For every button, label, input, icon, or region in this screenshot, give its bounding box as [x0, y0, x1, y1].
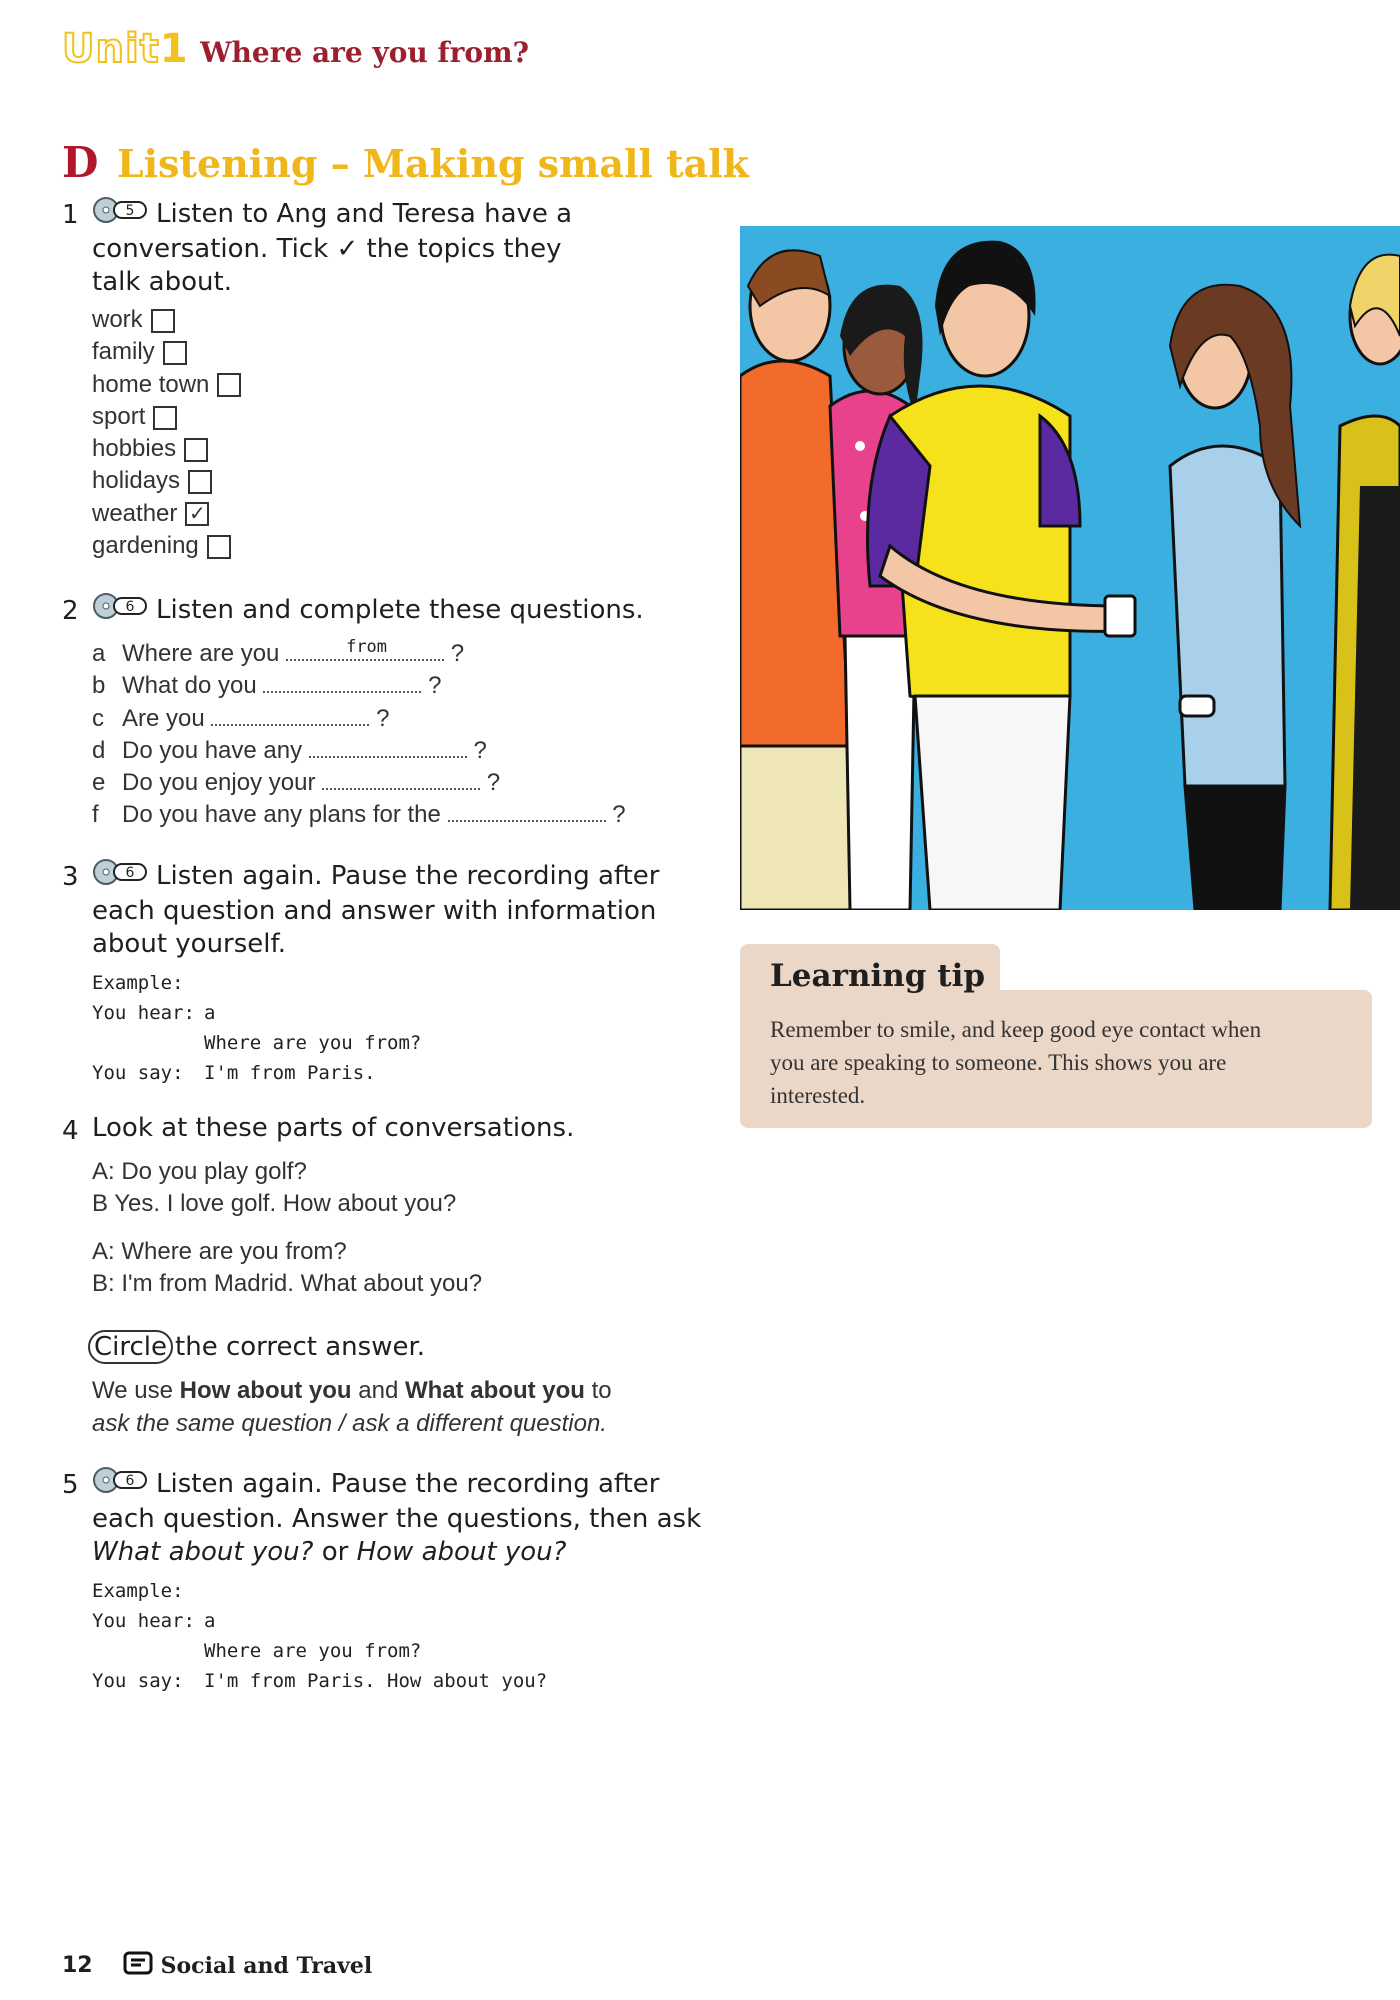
tick-box[interactable] [188, 470, 212, 494]
topic-item [92, 498, 241, 530]
cd-icon[interactable] [92, 196, 148, 233]
question-number: 2 [62, 596, 79, 626]
cd-icon[interactable] [92, 858, 148, 895]
page-footer [62, 1950, 372, 1981]
answer-blank[interactable] [263, 673, 421, 693]
unit-header [62, 26, 529, 72]
answer-blank[interactable] [211, 706, 369, 726]
item-letter: d [92, 736, 106, 764]
topic-label: home town [92, 370, 210, 398]
tick-box[interactable] [217, 373, 241, 397]
item-text: Where are you [122, 640, 280, 667]
tip-line: Remember to smile, and keep good eye contact when [770, 1017, 1262, 1042]
tick-box[interactable] [151, 309, 175, 333]
topic-item [92, 401, 241, 433]
topic-label: gardening [92, 532, 199, 560]
topic-item [92, 336, 241, 368]
example-hear [92, 1606, 547, 1636]
item-text: Do you have any plans for the [122, 801, 441, 829]
say-label: You say: [92, 1062, 184, 1084]
tick-box[interactable] [207, 535, 231, 559]
section-letter: D [62, 138, 99, 187]
dialogue-line: B: I'm from Madrid. What about you? [92, 1270, 483, 1297]
dialogue-1 [92, 1156, 456, 1220]
rule-text [92, 1374, 612, 1440]
q1-line-2: conversation. Tick ✓ the topics they [92, 234, 562, 264]
hear-text: Where are you from? [204, 1640, 422, 1662]
list-item [92, 735, 626, 767]
list-item [92, 670, 626, 702]
answer-options[interactable]: ask the same question / ask a different question. [92, 1410, 607, 1437]
book-title: Social and Travel [160, 1952, 373, 1979]
cd-icon[interactable] [92, 592, 148, 629]
dialogue-line: A: Do you play golf? [92, 1158, 307, 1185]
hear-letter: a [204, 1610, 216, 1632]
q3-line-3: about yourself. [92, 929, 287, 959]
q3-instruction [92, 858, 692, 961]
tick-box[interactable] [153, 406, 177, 430]
question-mark: ? [428, 672, 442, 700]
question-mark: ? [376, 704, 390, 732]
q3-line-2: each question and answer with information [92, 896, 657, 926]
topic-item [92, 465, 241, 497]
q3-example [92, 968, 421, 1088]
rule-bold-1: How about you [179, 1377, 352, 1404]
rule-post: to [591, 1377, 612, 1404]
question-number: 4 [62, 1116, 79, 1146]
rule-mid: and [358, 1377, 399, 1404]
hear-letter: a [204, 1002, 216, 1024]
topic-label: weather [92, 499, 178, 527]
example-label: Example: [92, 1580, 184, 1602]
question-number: 1 [62, 200, 79, 230]
example-say [92, 1666, 547, 1696]
item-letter: f [92, 801, 99, 829]
say-text: I'm from Paris. [204, 1062, 376, 1084]
q1-instruction [92, 196, 652, 299]
item-letter: a [92, 640, 106, 667]
list-item [92, 638, 626, 670]
q1-line-3: talk about. [92, 267, 232, 297]
dialogue-line: A: Where are you from? [92, 1238, 347, 1265]
topic-item [92, 530, 241, 562]
q5-italic-1: What about you? [92, 1537, 314, 1567]
tick-box[interactable] [184, 438, 208, 462]
topic-label: holidays [92, 467, 181, 495]
cd-track-number: 6 [125, 865, 135, 881]
question-mark: ? [450, 640, 465, 667]
conversation-illustration [740, 226, 1400, 910]
unit-label: Unit [62, 26, 160, 72]
dialogue-2 [92, 1236, 482, 1300]
cd-track-number: 6 [125, 1473, 135, 1489]
tip-text [770, 1013, 1360, 1112]
list-item [92, 703, 626, 735]
page-number: 12 [62, 1953, 93, 1978]
q3-line-1: Listen again. Pause the recording after [156, 861, 660, 891]
topic-label: hobbies [92, 435, 177, 463]
q2-items [92, 638, 626, 832]
rule-bold-2: What about you [404, 1377, 585, 1404]
tip-line: you are speaking to someone. This shows you are [770, 1050, 1227, 1075]
item-letter: e [92, 769, 106, 797]
question-mark: ? [486, 769, 501, 797]
topic-item [92, 304, 241, 336]
q5-example [92, 1576, 547, 1696]
q5-instruction [92, 1466, 712, 1569]
cd-icon[interactable] [92, 1466, 148, 1503]
topic-label: sport [92, 402, 146, 430]
cd-track-number: 5 [125, 203, 135, 219]
rule-pre: We use [92, 1377, 173, 1404]
example-hear [92, 998, 421, 1028]
item-text: Are you [122, 704, 205, 732]
answer-text: from [346, 637, 388, 657]
question-mark: ? [473, 736, 487, 764]
hear-label: You hear: [92, 1002, 195, 1024]
topic-label: work [92, 306, 143, 333]
circle-instruction [88, 1330, 425, 1364]
say-label: You say: [92, 1670, 184, 1692]
q5-italic-2: How about you? [356, 1537, 567, 1567]
q5-line-1: Listen again. Pause the recording after [156, 1469, 660, 1499]
tick-box[interactable] [163, 341, 187, 365]
example-say [92, 1058, 421, 1088]
question-number: 3 [62, 862, 79, 892]
q1-line-1: Listen to Ang and Teresa have a [156, 199, 573, 229]
book-icon [123, 1950, 153, 1981]
example-hear-text [92, 1636, 547, 1666]
item-text: Do you enjoy your [122, 769, 316, 797]
cd-track-number: 6 [125, 599, 135, 615]
item-text: Do you have any [122, 736, 303, 764]
answer-blank[interactable] [309, 738, 467, 758]
say-text: I'm from Paris. How about you? [204, 1670, 548, 1692]
topic-item [92, 369, 241, 401]
tick-box[interactable]: ✓ [185, 502, 209, 526]
circle-rest: the correct answer. [175, 1332, 426, 1362]
q2-instruction [92, 592, 644, 629]
q4-instruction: Look at these parts of conversations. [92, 1113, 575, 1143]
question-number: 5 [62, 1470, 79, 1500]
example-hear-text [92, 1028, 421, 1058]
q2-instruction-text: Listen and complete these questions. [156, 595, 644, 625]
item-letter: b [92, 672, 106, 700]
list-item [92, 799, 626, 831]
dialogue-line: B Yes. I love golf. How about you? [92, 1190, 457, 1217]
topic-label: family [92, 338, 155, 366]
hear-text: Where are you from? [204, 1032, 422, 1054]
item-text: What do you [122, 672, 257, 700]
tip-title: Learning tip [770, 958, 986, 994]
q5-or: or [321, 1537, 349, 1567]
answer-blank[interactable] [448, 802, 606, 822]
unit-title: Where are you from? [200, 36, 530, 69]
answer-blank[interactable] [286, 637, 444, 661]
list-item [92, 767, 626, 799]
answer-blank[interactable] [322, 770, 480, 790]
circle-word: Circle [88, 1330, 173, 1364]
section-title: Listening – Making small talk [116, 141, 750, 186]
example-label: Example: [92, 972, 184, 994]
q5-line-2: each question. Answer the questions, then ask [92, 1504, 702, 1534]
unit-number: 1 [159, 26, 188, 72]
topic-list [92, 304, 241, 562]
section-heading [62, 138, 749, 187]
topic-item [92, 433, 241, 465]
hear-label: You hear: [92, 1610, 195, 1632]
question-mark: ? [612, 801, 626, 829]
item-letter: c [92, 704, 104, 732]
tip-line: interested. [770, 1083, 866, 1108]
